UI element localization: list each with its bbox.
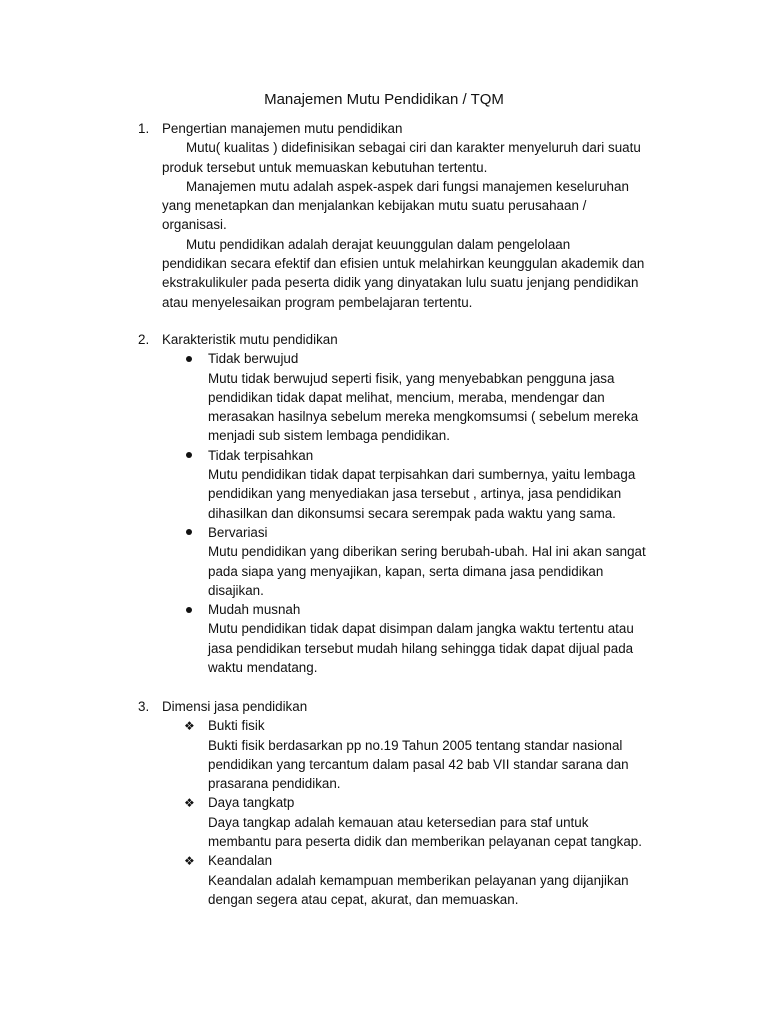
list-item-line: Mutu pendidikan tidak dapat disimpan dalam jangka waktu tertentu atau xyxy=(208,621,634,637)
paragraph-line: atau menyelesaikan program pembelajaran tertentu. xyxy=(162,294,473,310)
list-item-line: dengan segera atau cepat, akurat, dan memuaskan. xyxy=(208,891,519,907)
list-item-line: membantu para peserta didik dan memberikan pelayanan cepat tangkap. xyxy=(208,834,642,850)
section-title: Karakteristik mutu pendidikan xyxy=(162,332,338,347)
section-title: Pengertian manajemen mutu pendidikan xyxy=(162,121,403,136)
bullet-dot-icon xyxy=(184,446,208,523)
list-item-line: merasakan hasilnya sebelum mereka mengkomsumsi ( sebelum mereka xyxy=(208,409,639,425)
bullet-dot-icon xyxy=(184,523,208,600)
section-heading xyxy=(138,119,698,138)
paragraph-line: ekstrakulikuler pada peserta didik yang dinyatakan lulu suatu jenjang pendidikan xyxy=(162,275,639,291)
paragraph-line: organisasi. xyxy=(162,217,227,233)
section-1 xyxy=(138,119,698,312)
list-item-label: Bervariasi xyxy=(208,524,268,540)
list-item-line: pendidikan yang tercantum dalam pasal 42 bab VII standar sarana dan xyxy=(208,756,629,772)
paragraph xyxy=(162,138,682,177)
list-item-line: waktu mendatang. xyxy=(208,660,318,676)
paragraph-line: pendidikan secara efektif dan efisien untuk melahirkan keunggulan akademik dan xyxy=(162,256,645,272)
section-number: 1. xyxy=(138,121,150,136)
list-item xyxy=(184,446,684,523)
list-item-line: menjadi sub sistem lembaga pendidikan. xyxy=(208,428,450,444)
list-item-line: Mutu pendidikan tidak dapat terpisahkan dari sumbernya, yaitu lembaga xyxy=(208,467,636,483)
diamond-bullet-icon: ❖ xyxy=(184,854,195,869)
section-number: 2. xyxy=(138,332,150,347)
section-number: 3. xyxy=(138,699,150,714)
list-item-line: prasarana pendidikan. xyxy=(208,776,341,792)
paragraph-line: Manajemen mutu adalah aspek-aspek dari fungsi manajemen keseluruhan xyxy=(186,178,629,194)
section-heading xyxy=(138,697,698,716)
list-item-label: Bukti fisik xyxy=(208,718,265,734)
list-item-line: jasa pendidikan tersebut mudah hilang sehingga tidak dapat dijual pada xyxy=(208,640,634,656)
paragraph-line: Mutu pendidikan adalah derajat keuunggulan dalam pengelolaan xyxy=(186,236,571,252)
paragraph-line: Mutu( kualitas ) didefinisikan sebagai ciri dan karakter menyeluruh dari suatu xyxy=(186,140,641,156)
paragraph-line: yang menetapkan dan menjalankan kebijakan mutu suatu perusahaan / xyxy=(162,198,587,214)
paragraph-line: produk tersebut untuk memuaskan kebutuhan tertentu. xyxy=(162,159,488,175)
section-3 xyxy=(138,697,698,909)
list-item-label: Mudah musnah xyxy=(208,602,301,618)
diamond-bullet-icon: ❖ xyxy=(184,719,195,734)
list-item xyxy=(184,349,684,445)
list-item-line: Daya tangkap adalah kemauan atau ketersedian para staf untuk xyxy=(208,814,589,830)
list-item-label: Tidak berwujud xyxy=(208,351,299,367)
list-item-line: Bukti fisik berdasarkan pp no.19 Tahun 2005 tentang standar nasional xyxy=(208,737,623,753)
section-heading xyxy=(138,330,698,349)
bullet-dot-icon xyxy=(184,349,208,445)
list-item-label: Daya tangkatp xyxy=(208,795,295,811)
list-item-line: dihasilkan dan dikonsumsi secara serempak pada waktu yang sama. xyxy=(208,505,616,521)
list-item xyxy=(184,716,684,793)
list-item-line: Mutu pendidikan yang diberikan sering berubah-ubah. Hal ini akan sangat xyxy=(208,544,646,560)
list-item-line: disajikan. xyxy=(208,582,264,598)
list-item-label: Tidak terpisahkan xyxy=(208,447,314,463)
list-item xyxy=(184,851,684,909)
list-item-line: Mutu tidak berwujud seperti fisik, yang menyebabkan pengguna jasa xyxy=(208,370,615,386)
bullet-dot-icon xyxy=(184,600,208,677)
list-item xyxy=(184,523,684,600)
list-item-line: pada siapa yang menyajikan, kapan, serta dimana jasa pendidikan xyxy=(208,563,604,579)
section-title: Dimensi jasa pendidikan xyxy=(162,699,308,714)
list-item xyxy=(184,793,684,851)
list-item-line: pendidikan tidak dapat melihat, mencium, meraba, mendengar dan xyxy=(208,389,605,405)
paragraph xyxy=(162,235,682,312)
list-item-line: pendidikan yang menyediakan jasa tersebut , artinya, jasa pendidikan xyxy=(208,486,622,502)
list-item-line: Keandalan adalah kemampuan memberikan pelayanan yang dijanjikan xyxy=(208,872,629,888)
document-title: Manajemen Mutu Pendidikan / TQM xyxy=(264,91,504,108)
section-2 xyxy=(138,330,698,677)
list-item-label: Keandalan xyxy=(208,853,273,869)
list-item xyxy=(184,600,684,677)
paragraph xyxy=(162,177,682,235)
diamond-bullet-icon: ❖ xyxy=(184,796,195,811)
